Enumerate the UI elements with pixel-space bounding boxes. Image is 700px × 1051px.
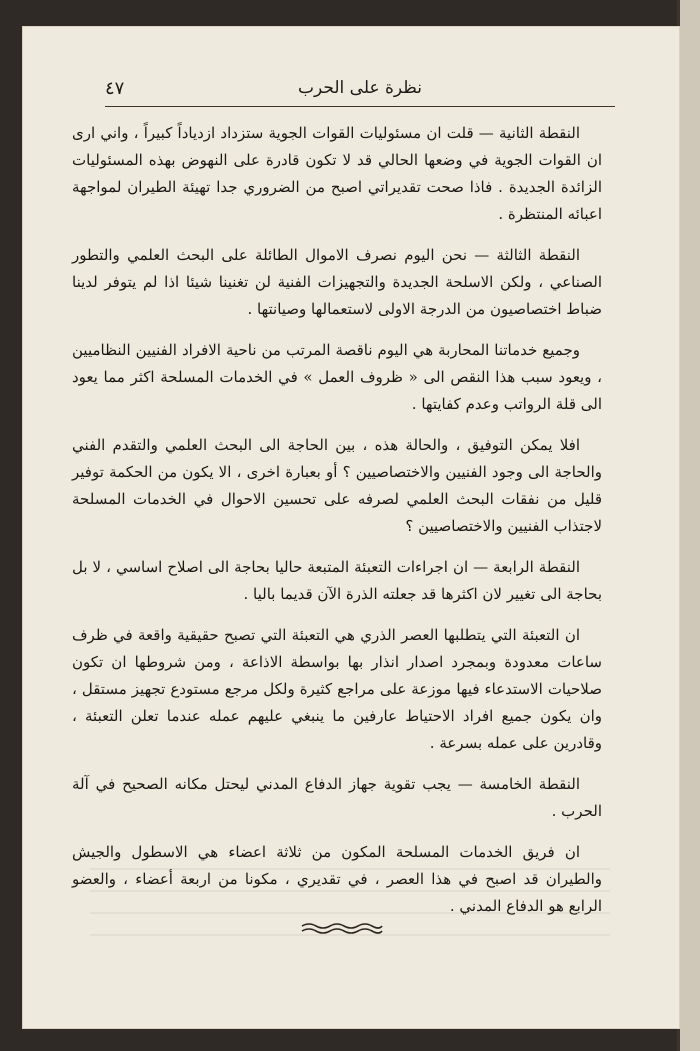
page-number: ٤٧ [105, 78, 125, 99]
paragraph-mobilization: ان التعبئة التي يتطلبها العصر الذري هي التعبئة التي تصبح حقيقية واقعة في ظرف ساعات معدودة وبمجرد اصدار انذار بها بواسطة الاذاعة ، ومن شروطها ان تكون صلاحيات الاستدعاء فيها موزعة على مراجع كثيرة ولكل مرجع مستودع تجهيز مستقل ، وان يكون جميع افراد الاحتياط عارفين ما ينبغي عليهم عمله عندما تعلن التعبئة ، وقادرين على عمله بسرعة . [72, 626, 602, 752]
paragraph-point-two: النقطة الثانية — قلت ان مسئوليات القوات الجوية ستزداد ازدياداً كبيراً ، واني ارى ان القوات الجوية في وضعها الحالي قد لا تكون قادرة على النهوض بهذه المسئوليات الزائدة الجديدة . فاذا صحت تقديراتي اصبح من الضروري جدا تهيئة الطيران لمواجهة اعبائه المنتظرة . [72, 124, 602, 223]
page-header [105, 78, 615, 108]
paragraph-reconcile: افلا يمكن التوفيق ، والحالة هذه ، بين الحاجة الى البحث العلمي والتقدم الفني والحاجة الى وجود الفنيين والاختصاصيين ؟ أو بعبارة اخرى ، الا يكون من الحكمة توفير قليل من نفقات البحث العلمي لصرفه على تحسين الاحوال في الخدمات المسلحة لاجتذاب الفنيين والاختصاصيين ؟ [72, 436, 602, 535]
paragraph-point-four: النقطة الرابعة — ان اجراءات التعبئة المتبعة حاليا بحاجة الى اصلاح اساسي ، لا بل بحاجة الى تغيير لان اكثرها قد جعلته الذرة الآن قديما باليا . [72, 558, 602, 603]
book-spine [680, 0, 700, 1051]
page-body [72, 120, 602, 934]
paragraph-point-three: النقطة الثالثة — نحن اليوم نصرف الاموال الطائلة على البحث العلمي والتطور الصناعي ، ولكن الاسلحة الجديدة والتجهيزات الفنية لن تغنينا شيئا اذا لم يتوفر لدينا ضباط اختصاصيون من الدرجة الاولى لاستعمالها وصيانتها . [72, 246, 602, 318]
paragraph-civil-defense: ان فريق الخدمات المسلحة المكون من ثلاثة اعضاء هي الاسطول والجيش والطيران قد اصبح في هذا العصر ، في تقديري ، مكونا من اربعة أعضاء ، والعضو الرابع هو الدفاع المدني . [72, 843, 602, 915]
running-title: نظرة على الحرب [298, 78, 422, 98]
end-ornament-icon [300, 922, 384, 936]
paragraph-technicians: وجميع خدماتنا المحاربة هي اليوم ناقصة المرتب من ناحية الافراد الفنيين النظاميين ، ويعود سبب هذا النقص الى « ظروف العمل » في الخدمات المسلحة اكثر مما يعود الى قلة الرواتب وعدم كفايتها . [72, 341, 602, 413]
header-rule [105, 106, 615, 107]
paragraph-point-five: النقطة الخامسة — يجب تقوية جهاز الدفاع المدني ليحتل مكانه الصحيح في آلة الحرب . [72, 775, 602, 820]
